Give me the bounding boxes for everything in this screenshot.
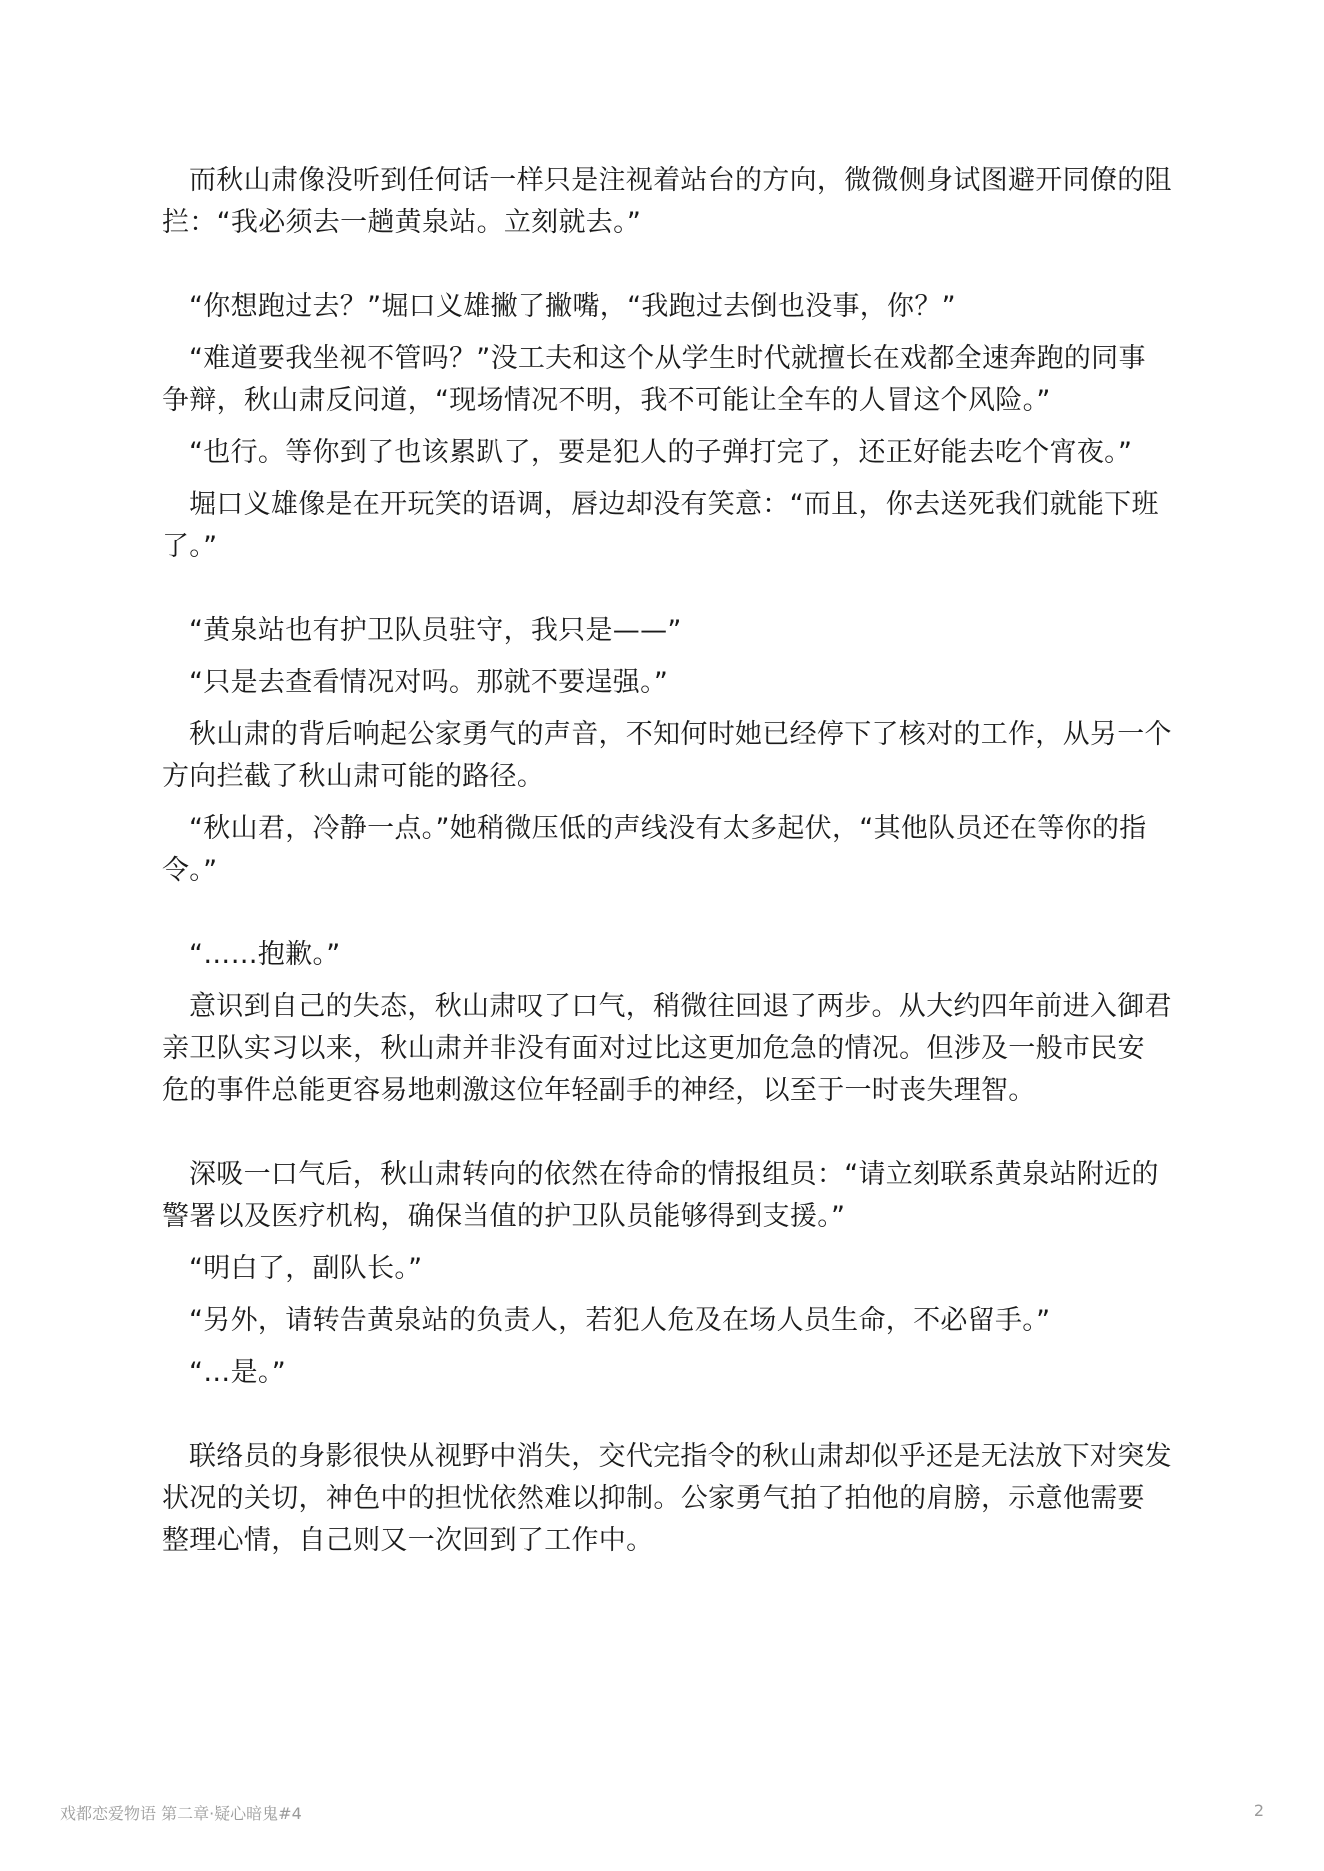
paragraph: 堀口义雄像是在开玩笑的语调，唇边却没有笑意：“而且，你去送死我们就能下班了。” [162, 489, 1159, 562]
body-text [162, 160, 1172, 1572]
footer-title: 戏都恋爱物语 第二章·疑心暗鬼#4 [60, 1804, 302, 1823]
paragraph: 联络员的身影很快从视野中消失，交代完指令的秋山肃却似乎还是无法放下对突发状况的关切，神色中的担忧依然难以抑制。公家勇气拍了拍他的肩膀，示意他需要整理心情，自己则又一次回到了工作中。 [162, 1441, 1172, 1556]
paragraph: 深吸一口气后，秋山肃转向的依然在待命的情报组员：“请立刻联系黄泉站附近的警署以及医疗机构，确保当值的护卫队员能够得到支援。” [162, 1159, 1159, 1232]
paragraph: “只是去查看情况对吗。那就不要逞强。” [189, 667, 669, 698]
paragraph: 意识到自己的失态，秋山肃叹了口气，稍微往回退了两步。从大约四年前进入御君亲卫队实习以来，秋山肃并非没有面对过比这更加危急的情况。但涉及一般市民安危的事件总能更容易地刺激这位年轻副手的神经，以至于一时丧失理智。 [162, 991, 1172, 1106]
paragraph: “你想跑过去？”堀口义雄撇了撇嘴，“我跑过去倒也没事，你？” [189, 291, 956, 322]
paragraph: “……抱歉。” [189, 939, 341, 970]
paragraph: “…是。” [189, 1357, 286, 1388]
paragraph: 秋山肃的背后响起公家勇气的声音，不知何时她已经停下了核对的工作，从另一个方向拦截了秋山肃可能的路径。 [162, 719, 1172, 792]
page-footer [60, 1801, 1264, 1825]
paragraph: “明白了，副队长。” [189, 1253, 423, 1284]
paragraph: “另外，请转告黄泉站的负责人，若犯人危及在场人员生命，不必留手。” [189, 1305, 1051, 1336]
paragraph: 而秋山肃像没听到任何话一样只是注视着站台的方向，微微侧身试图避开同僚的阻拦：“我必须去一趟黄泉站。立刻就去。” [162, 165, 1172, 238]
page-number: 2 [1253, 1801, 1264, 1820]
paragraph: “秋山君，冷静一点。”她稍微压低的声线没有太多起伏，“其他队员还在等你的指令。” [162, 813, 1147, 886]
paragraph: “也行。等你到了也该累趴了，要是犯人的子弹打完了，还正好能去吃个宵夜。” [189, 437, 1133, 468]
paragraph: “黄泉站也有护卫队员驻守，我只是——” [189, 615, 682, 646]
paragraph: “难道要我坐视不管吗？”没工夫和这个从学生时代就擅长在戏都全速奔跑的同事争辩，秋山肃反问道，“现场情况不明，我不可能让全车的人冒这个风险。” [162, 343, 1146, 416]
